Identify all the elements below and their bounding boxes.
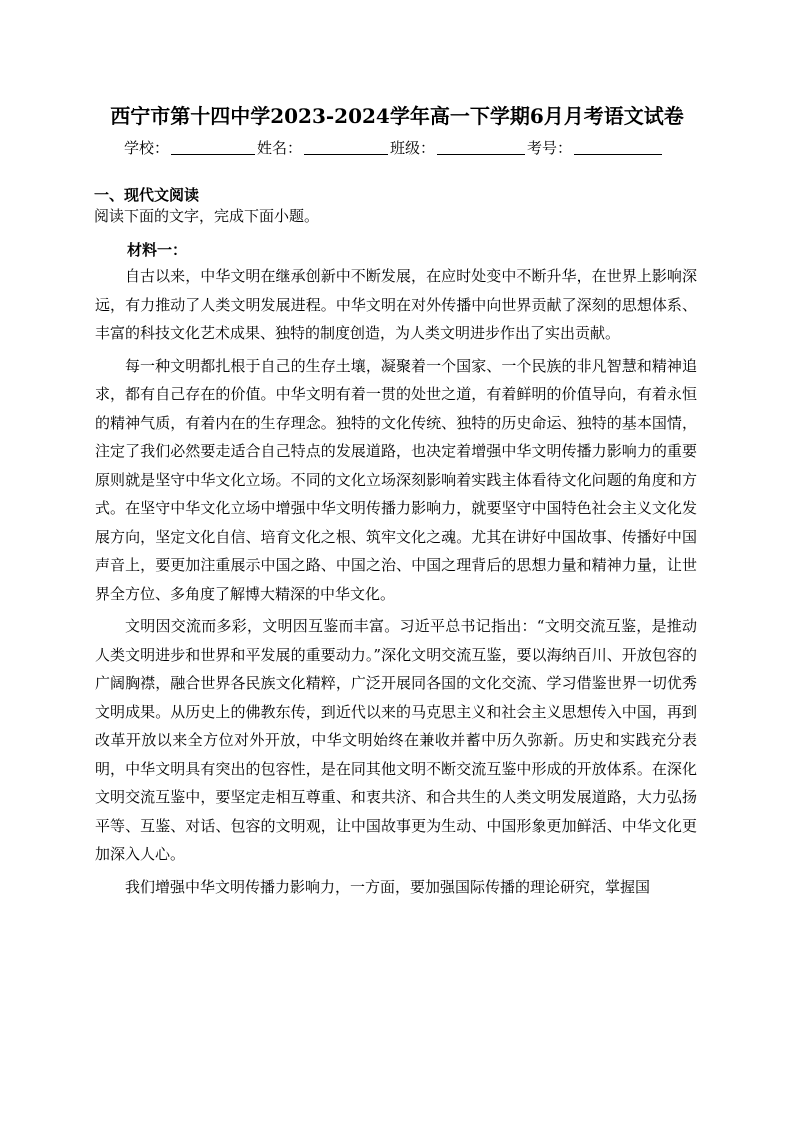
- name-blank[interactable]: [304, 153, 388, 155]
- reading-passage: [95, 262, 697, 905]
- paragraph: 文明因交流而多彩，文明因互鉴而丰富。习近平总书记指出：“文明交流互鉴，是推动人类文明进步和世界和平发展的重要动力。”深化文明交流互鉴，要以海纳百川、开放包容的广阔胸襟，融合世界各民族文化精粹，广泛开展同各国的文化交流、学习借鉴世界一切优秀文明成果。从历史上的佛教东传，到近代以来的马克思主义和社会主义思想传入中国，再到改革开放以来全方位对外开放，中华文明始终在兼收并蓄中历久弥新。历史和实践充分表明，中华文明具有突出的包容性，是在同其他文明不断交流互鉴中形成的开放体系。在深化文明交流互鉴中，要坚定走相互尊重、和衷共济、和合共生的人类文明发展道路，大力弘扬平等、互鉴、对话、包容的文明观，让中国故事更为生动、中国形象更加鲜活、中华文化更加深入人心。: [95, 617, 697, 863]
- reading-instruction: 阅读下面的文字，完成下面小题。: [94, 207, 320, 225]
- school-label: 学校：: [124, 139, 170, 157]
- paragraph: 我们增强中华文明传播力影响力，一方面，要加强国际传播的理论研究，掌握国: [125, 877, 651, 896]
- name-label: 姓名：: [257, 139, 303, 157]
- section-heading: 一、现代文阅读: [94, 186, 200, 204]
- class-label: 班级：: [390, 139, 436, 157]
- material-label: 材料一：: [127, 241, 188, 259]
- paragraph: 自古以来，中华文明在继承创新中不断发展，在应时处变中不断升华，在世界上影响深远，有力推动了人类文明发展进程。中华文明在对外传播中向世界贡献了深刻的思想体系、丰富的科技文化艺术成果、独特的制度创造，为人类文明进步作出了实出贡献。: [95, 267, 697, 342]
- school-blank[interactable]: [171, 153, 255, 155]
- exam-no-label: 考号：: [527, 139, 573, 157]
- student-info-row: [124, 137, 684, 158]
- school-field: [124, 137, 257, 158]
- class-blank[interactable]: [437, 153, 525, 155]
- exam-no-field: [527, 137, 664, 158]
- class-field: [390, 137, 527, 158]
- paragraph: 每一种文明都扎根于自己的生存土壤，凝聚着一个国家、一个民族的非凡智慧和精神追求，都有自己存在的价值。中华文明有着一贯的处世之道，有着鲜明的价值导向，有着永恒的精神气质，有着内在的生存理念。独特的文化传统、独特的历史命运、独特的基本国情，注定了我们必然要走适合自己特点的发展道路，也决定着增强中华文明传播力影响力的重要原则就是坚守中华文化立场。不同的文化立场深刻影响着实践主体看待文化问题的角度和方式。在坚守中华文化立场中增强中华文明传播力影响力，就要坚守中国特色社会主义文化发展方向，坚定文化自信、培育文化之根、筑牢文化之魂。尤其在讲好中国故事、传播好中国声音上，要更加注重展示中国之路、中国之治、中国之理背后的思想力量和精神力量，让世界全方位、多角度了解博大精深的中华文化。: [95, 356, 697, 603]
- exam-no-blank[interactable]: [574, 153, 662, 155]
- name-field: [257, 137, 390, 158]
- exam-title: 西宁市第十四中学2023-2024学年高一下学期6月月考语文试卷: [110, 104, 684, 128]
